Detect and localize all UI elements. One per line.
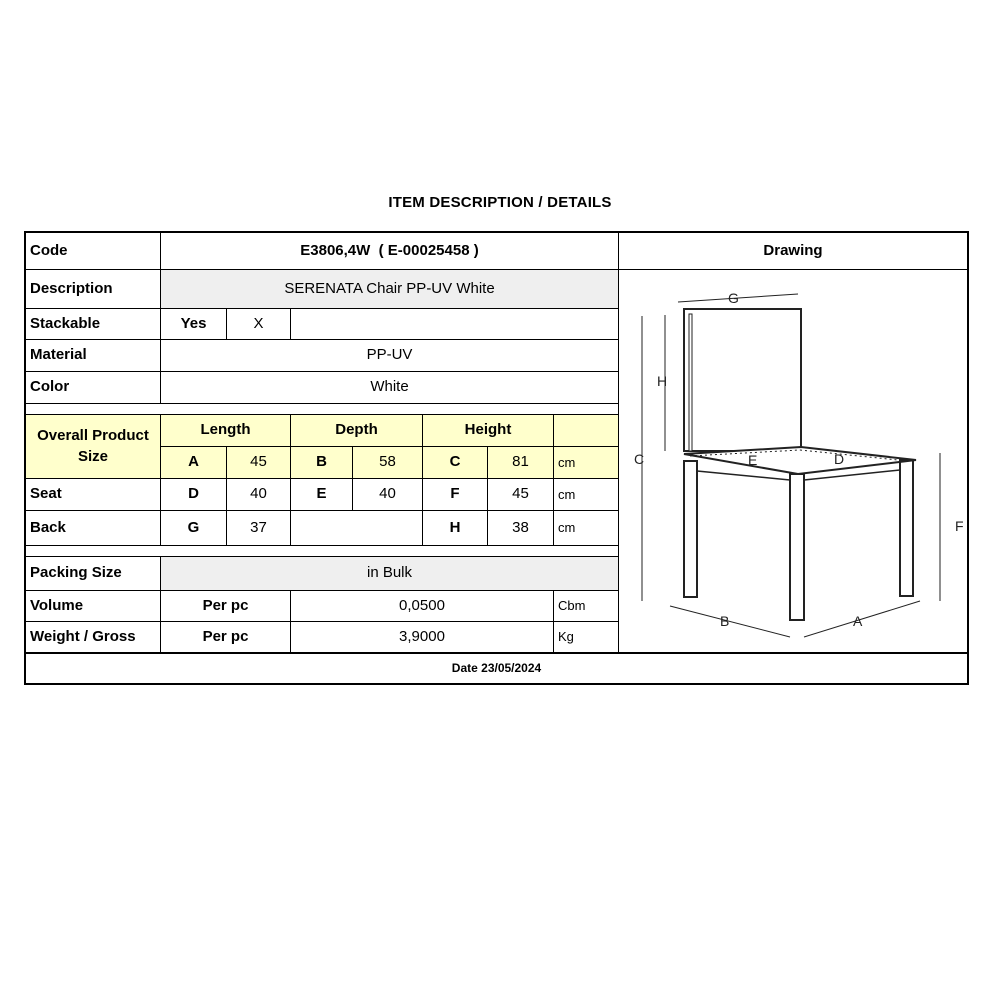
- seat-key-e: E: [316, 485, 327, 503]
- height-header: Height: [464, 421, 512, 439]
- chair-drawing: [620, 271, 969, 653]
- code-value: E3806,4W ( E-00025458 ): [300, 241, 479, 259]
- seat-val-d: 40: [250, 485, 267, 503]
- packing-label: Packing Size: [30, 564, 122, 582]
- drawing-label-e: E: [748, 452, 758, 468]
- back-label: Back: [30, 518, 66, 536]
- description-value: SERENATA Chair PP-UV White: [284, 279, 495, 297]
- drawing-label-f: F: [955, 518, 964, 534]
- seat-key-d: D: [188, 485, 199, 503]
- volume-per: Per pc: [202, 596, 249, 614]
- overall-key-a: A: [188, 453, 199, 471]
- code-label: Code: [30, 241, 68, 259]
- chair-leg-front: [790, 474, 804, 620]
- drawing-label-g: G: [728, 290, 739, 306]
- overall-val-c: 81: [512, 453, 529, 471]
- drawing-label-d: D: [834, 451, 845, 467]
- weight-label: Weight / Gross: [30, 627, 136, 645]
- back-key-g: G: [187, 518, 200, 536]
- volume-value: 0,0500: [399, 596, 445, 614]
- material-value: PP-UV: [366, 346, 413, 364]
- drawing-label-c: C: [634, 451, 645, 467]
- date-footer: Date 23/05/2024: [451, 661, 542, 676]
- back-key-h: H: [449, 518, 461, 536]
- stackable-label: Stackable: [30, 314, 101, 332]
- material-label: Material: [30, 346, 87, 364]
- color-label: Color: [30, 378, 70, 396]
- back-val-g: 37: [250, 518, 267, 536]
- overall-unit: cm: [558, 454, 576, 470]
- drawing-header: Drawing: [763, 241, 823, 259]
- overall-key-c: C: [449, 453, 461, 471]
- seat-label: Seat: [30, 485, 62, 503]
- description-label: Description: [30, 279, 113, 297]
- chair-seat: [684, 447, 916, 474]
- chair-leg-right: [900, 460, 913, 596]
- seat-key-f: F: [450, 485, 460, 503]
- weight-unit: Kg: [558, 629, 574, 645]
- color-value: White: [370, 378, 409, 396]
- drawing-label-b: B: [720, 613, 730, 629]
- stackable-answer: Yes: [180, 314, 207, 332]
- overall-key-b: B: [316, 453, 327, 471]
- weight-value: 3,9000: [399, 627, 445, 645]
- chair-backrest: [684, 309, 801, 451]
- length-header: Length: [200, 421, 251, 439]
- depth-header: Depth: [335, 421, 378, 439]
- back-unit: cm: [558, 520, 576, 536]
- seat-unit: cm: [558, 486, 576, 502]
- volume-unit: Cbm: [558, 598, 586, 614]
- chair-leg-front-left: [684, 461, 697, 597]
- stackable-mark: X: [253, 314, 264, 332]
- overall-label: Overall Product Size: [37, 427, 149, 465]
- drawing-label-h: H: [657, 373, 668, 389]
- drawing-label-a: A: [853, 613, 863, 629]
- weight-per: Per pc: [202, 627, 249, 645]
- seat-val-f: 45: [512, 485, 529, 503]
- back-val-h: 38: [512, 518, 529, 536]
- seat-val-e: 40: [379, 485, 396, 503]
- overall-val-b: 58: [379, 453, 396, 471]
- packing-value: in Bulk: [366, 564, 413, 582]
- page-title: ITEM DESCRIPTION / DETAILS: [388, 194, 612, 211]
- spec-sheet-table: [24, 231, 969, 685]
- volume-label: Volume: [30, 596, 84, 614]
- overall-val-a: 45: [250, 453, 267, 471]
